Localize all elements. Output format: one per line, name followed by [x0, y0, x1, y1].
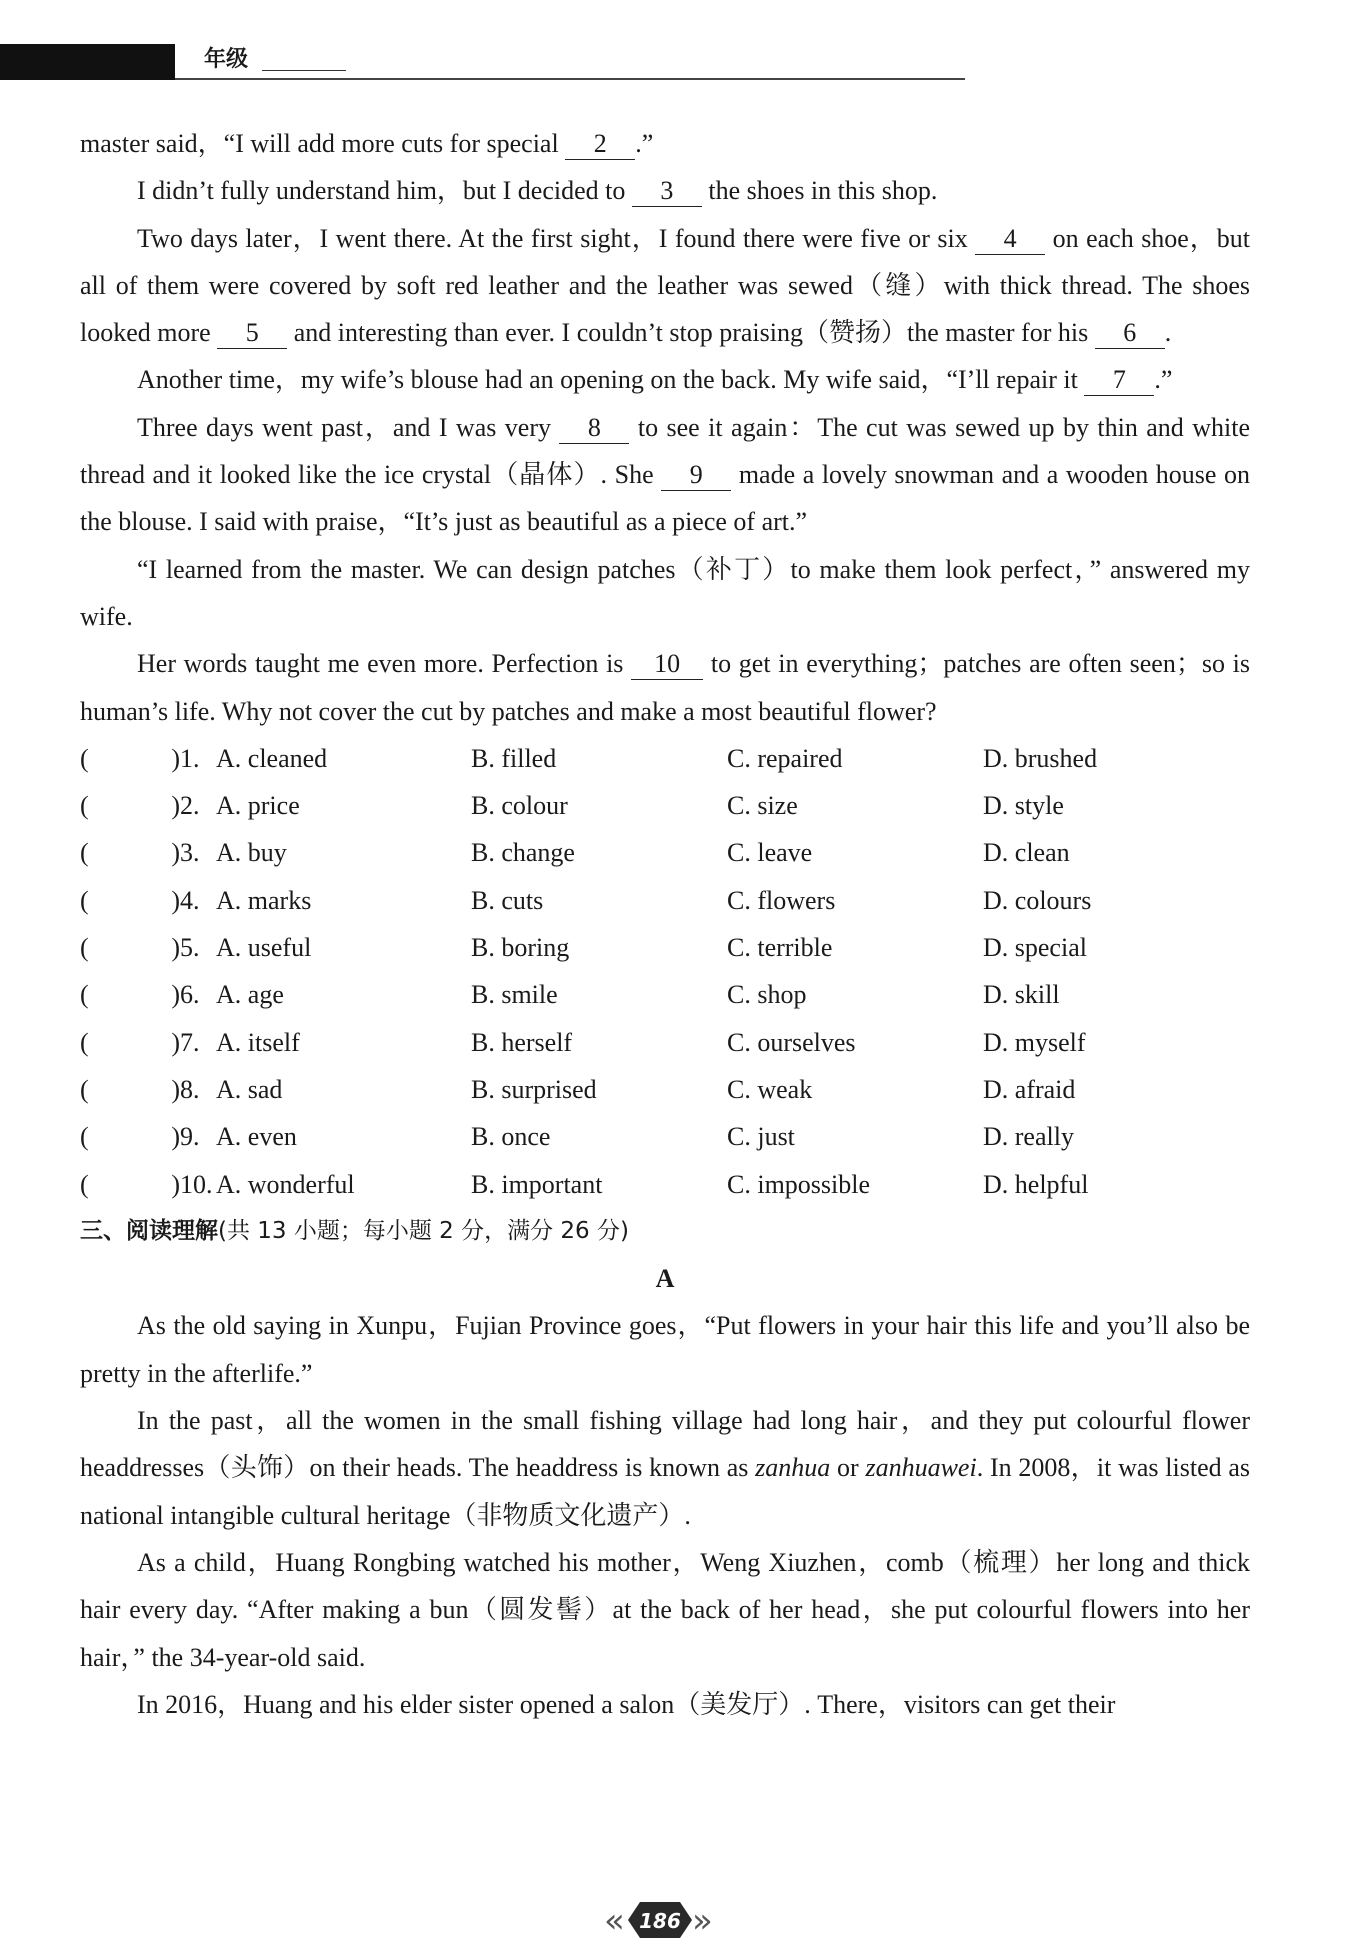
- option-b: B. cuts: [471, 885, 544, 915]
- option-row: [80, 1066, 1250, 1113]
- option-c: C. terrible: [727, 933, 833, 963]
- option-a: A. itself: [216, 1027, 300, 1057]
- option-d: D. style: [983, 791, 1064, 821]
- blank-10: 10: [631, 649, 703, 680]
- option-b: B. smile: [471, 980, 558, 1010]
- right-chevron-icon: »: [692, 1901, 713, 1941]
- answer-bracket[interactable]: ( ): [80, 1074, 180, 1104]
- blank-4: 4: [975, 224, 1045, 255]
- header-black-bar: [0, 44, 175, 80]
- cloze-paragraph-6: “I learned from the master. We can design patches（补丁）to make them look perfect，” answered my wife.: [80, 554, 1250, 631]
- option-a: A. wonderful: [216, 1169, 355, 1199]
- answer-bracket[interactable]: ( ): [80, 933, 180, 963]
- option-d: D. colours: [983, 885, 1092, 915]
- answer-bracket[interactable]: ( ): [80, 791, 180, 821]
- option-c: C. size: [727, 791, 798, 821]
- option-c: C. flowers: [727, 885, 836, 915]
- option-a: A. age: [216, 980, 284, 1010]
- option-d: D. really: [983, 1122, 1074, 1152]
- page-content: [80, 120, 1250, 1728]
- question-number: 4.: [180, 885, 200, 915]
- header-rule: [175, 78, 965, 80]
- option-row: [80, 971, 1250, 1018]
- option-row: [80, 782, 1250, 829]
- cloze-paragraph-5: Three days went past，and I was very 8 to see it again：The cut was sewed up by thin and white thread and it looked like the ice crystal（晶体）. She 9 made a lovely snowman and a wooden house on the blouse. I said with praise，“It’s just as beautiful as a piece of art.”: [80, 412, 1251, 537]
- passage-paragraph-4: In 2016，Huang and his elder sister opened a salon（美发厅）. There，visitors can get their: [137, 1689, 1116, 1719]
- blank-3: 3: [632, 176, 702, 207]
- passage-paragraph-3: As a child，Huang Rongbing watched his mother，Weng Xiuzhen，comb（梳理）her long and thick hair every day. “After making a bun（圆发髻）at the back of her head，she put colourful flowers into her hair，” the 34-year-old said.: [80, 1547, 1250, 1672]
- page-header: [0, 40, 1350, 84]
- question-number: 7.: [180, 1027, 200, 1057]
- option-b: B. important: [471, 1169, 603, 1199]
- option-a: A. buy: [216, 838, 287, 868]
- option-a: A. price: [216, 791, 300, 821]
- question-number: 2.: [180, 791, 200, 821]
- section-heading: 三、阅读理解(共 13 小题；每小题 2 分，满分 26 分): [80, 1217, 629, 1244]
- answer-bracket[interactable]: ( ): [80, 980, 180, 1010]
- cloze-paragraph-1: master said，“I will add more cuts for special 2 .”: [80, 129, 654, 158]
- cloze-paragraph-4: Another time，my wife’s blouse had an opening on the back. My wife said，“I’ll repair it 7 .”: [137, 365, 1173, 395]
- cloze-paragraph-3: Two days later，I went there. At the first sight，I found there were five or six 4 on each shoe，but all of them were covered by soft red leather and the leather was sewed（缝）with thick thread. The shoes looked more 5 and interesting than ever. I couldn’t stop praising（赞扬）the master for his 6 .: [80, 223, 1250, 348]
- option-a: A. useful: [216, 933, 312, 963]
- option-c: C. impossible: [727, 1169, 871, 1199]
- option-d: D. helpful: [983, 1169, 1089, 1199]
- option-b: B. herself: [471, 1027, 573, 1057]
- option-row: [80, 877, 1250, 924]
- page-number-badge: [600, 1894, 720, 1946]
- option-a: A. even: [216, 1122, 297, 1152]
- cloze-paragraph-2: I didn’t fully understand him，but I decided to 3 the shoes in this shop.: [137, 176, 938, 206]
- option-d: D. brushed: [983, 743, 1098, 773]
- answer-bracket[interactable]: ( ): [80, 1027, 180, 1057]
- option-row: [80, 1113, 1250, 1160]
- option-d: D. clean: [983, 838, 1070, 868]
- answer-bracket[interactable]: ( ): [80, 838, 180, 868]
- left-chevron-icon: «: [604, 1901, 625, 1941]
- question-number: 8.: [180, 1074, 200, 1104]
- option-c: C. ourselves: [727, 1027, 856, 1057]
- passage-paragraph-1: As the old saying in Xunpu，Fujian Province goes，“Put flowers in your hair this life and you’ll also be pretty in the afterlife.”: [80, 1311, 1250, 1388]
- option-c: C. leave: [727, 838, 813, 868]
- cloze-paragraph-7: Her words taught me even more. Perfection is 10 to get in everything；patches are often seen；so is human’s life. Why not cover the cut by patches and make a most beautiful flower?: [80, 649, 1251, 726]
- grade-blank-line: [262, 70, 346, 71]
- option-c: C. just: [727, 1122, 795, 1152]
- option-row: [80, 1019, 1250, 1066]
- grade-label: 年级: [204, 47, 249, 72]
- answer-bracket[interactable]: ( ): [80, 1169, 180, 1199]
- option-d: D. special: [983, 933, 1087, 963]
- option-row: [80, 1161, 1250, 1208]
- option-a: A. sad: [216, 1074, 283, 1104]
- option-b: B. once: [471, 1122, 551, 1152]
- question-number: 1.: [180, 743, 200, 773]
- option-d: D. myself: [983, 1027, 1086, 1057]
- passage-paragraph-2: In the past，all the women in the small fishing village had long hair，and they put colourful flower headdresses（头饰）on their heads. The headdress is known as zanhua or zanhuawei. In 2008，it was listed as national intangible cultural heritage（非物质文化遗产）.: [80, 1406, 1251, 1530]
- option-b: B. change: [471, 838, 575, 868]
- page-footer: [0, 1890, 1350, 1950]
- option-b: B. surprised: [471, 1074, 597, 1104]
- blank-5: 5: [217, 318, 287, 349]
- option-c: C. repaired: [727, 743, 843, 773]
- blank-9: 9: [661, 460, 731, 491]
- option-c: C. shop: [727, 980, 807, 1010]
- passage-title: A: [655, 1264, 675, 1294]
- option-c: C. weak: [727, 1074, 813, 1104]
- option-row: [80, 924, 1250, 971]
- question-number: 9.: [180, 1122, 200, 1152]
- option-b: B. colour: [471, 791, 568, 821]
- option-a: A. cleaned: [216, 743, 328, 773]
- option-row: [80, 735, 1250, 782]
- question-number: 6.: [180, 980, 200, 1010]
- blank-6: 6: [1095, 318, 1165, 349]
- option-d: D. afraid: [983, 1074, 1076, 1104]
- blank-2: 2: [565, 129, 635, 160]
- page-number: 186: [639, 1909, 681, 1933]
- option-a: A. marks: [216, 885, 312, 915]
- blank-7: 7: [1084, 365, 1154, 396]
- option-b: B. filled: [471, 743, 557, 773]
- option-d: D. skill: [983, 980, 1060, 1010]
- answer-bracket[interactable]: ( ): [80, 743, 180, 773]
- answer-options: [80, 735, 1250, 1208]
- answer-bracket[interactable]: ( ): [80, 885, 180, 915]
- question-number: 5.: [180, 933, 200, 963]
- answer-bracket[interactable]: ( ): [80, 1122, 180, 1152]
- option-row: [80, 829, 1250, 876]
- question-number: 10.: [180, 1169, 213, 1199]
- blank-8: 8: [559, 413, 629, 444]
- option-b: B. boring: [471, 933, 570, 963]
- question-number: 3.: [180, 838, 200, 868]
